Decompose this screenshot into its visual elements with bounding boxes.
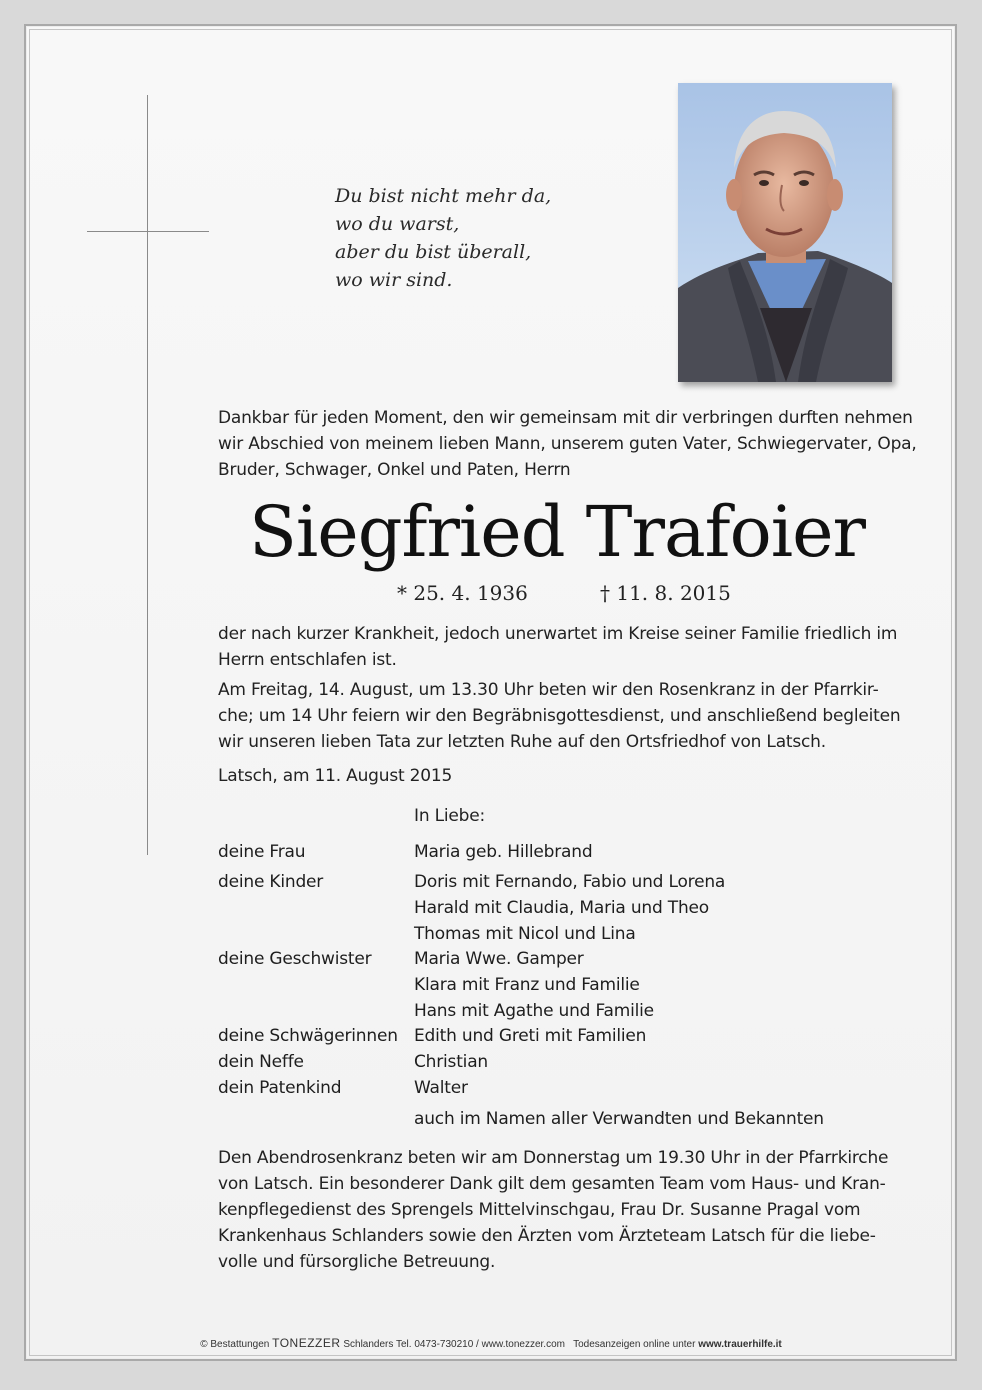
text-line: von Latsch. Ein besonderer Dank gilt dem gesamten Team vom Haus- und Kran- <box>218 1174 886 1194</box>
intro-line: wir Abschied von meinem lieben Mann, unserem guten Vater, Schwiegervater, Opa, <box>218 434 917 454</box>
intro-paragraph <box>218 405 917 483</box>
survivor-row <box>218 839 898 865</box>
names: Hans mit Agathe und Familie <box>414 1001 654 1021</box>
text-line: Herrn entschlafen ist. <box>218 650 397 670</box>
relation: deine Geschwister <box>218 949 372 969</box>
place-date-text: Latsch, am 11. August 2015 <box>218 766 453 786</box>
survivor-row <box>218 998 898 1024</box>
names: Thomas mit Nicol und Lina <box>414 924 636 944</box>
survivor-row <box>218 946 898 972</box>
also-named-row <box>218 1106 898 1132</box>
text-line: der nach kurzer Krankheit, jedoch unerwartet im Kreise seiner Familie friedlich im <box>218 624 898 644</box>
text-line: kenpflegedienst des Sprengels Mittelvinschgau, Frau Dr. Susanne Pragal vom <box>218 1200 861 1220</box>
poem-line: Du bist nicht mehr da, <box>335 185 552 207</box>
place-date <box>218 763 896 789</box>
names: Edith und Greti mit Familien <box>414 1026 647 1046</box>
death-date: † 11. 8. 2015 <box>600 581 731 605</box>
survivor-row <box>218 895 898 921</box>
in-love-heading <box>414 803 814 829</box>
poem-line: wo wir sind. <box>335 269 453 291</box>
names: Klara mit Franz und Familie <box>414 975 640 995</box>
relation: deine Kinder <box>218 872 324 892</box>
intro-line: Bruder, Schwager, Onkel und Paten, Herrn <box>218 460 571 480</box>
names: Christian <box>414 1052 488 1072</box>
closing-paragraph <box>218 1145 896 1275</box>
intro-line: Dankbar für jeden Moment, den wir gemeinsam mit dir verbringen durften nehmen <box>218 408 913 428</box>
text-line: Krankenhaus Schlanders sowie den Ärzten vom Ärzteteam Latsch für die liebe- <box>218 1226 876 1246</box>
names: Maria geb. Hillebrand <box>414 842 593 862</box>
poem <box>335 182 551 294</box>
footer-town: Schlanders <box>343 1339 394 1350</box>
names: Doris mit Fernando, Fabio und Lorena <box>414 872 726 892</box>
funeral-paragraph <box>218 677 901 755</box>
text-line: wir unseren lieben Tata zur letzten Ruhe auf den Ortsfriedhof von Latsch. <box>218 732 826 752</box>
footer-online-link[interactable]: www.trauerhilfe.it <box>698 1339 782 1350</box>
names: Harald mit Claudia, Maria und Theo <box>414 898 709 918</box>
survivor-row <box>218 921 898 947</box>
relation: deine Schwägerinnen <box>218 1026 398 1046</box>
cross-horizontal <box>87 231 209 232</box>
relation: deine Frau <box>218 842 306 862</box>
text-line: volle und fürsorgliche Betreuung. <box>218 1252 496 1272</box>
portrait-photo <box>678 83 892 382</box>
survivor-row <box>218 869 898 895</box>
in-love-text: In Liebe: <box>414 806 486 826</box>
passing-paragraph <box>218 621 896 673</box>
text-line: Am Freitag, 14. August, um 13.30 Uhr beten wir den Rosenkranz in der Pfarrkir- <box>218 680 879 700</box>
poem-line: wo du warst, <box>335 213 460 235</box>
survivor-row <box>218 1075 898 1101</box>
relation: dein Patenkind <box>218 1078 342 1098</box>
birth-date: * 25. 4. 1936 <box>397 581 528 605</box>
relation: dein Neffe <box>218 1052 304 1072</box>
survivor-row <box>218 1049 898 1075</box>
text-line: che; um 14 Uhr feiern wir den Begräbnisgottesdienst, und anschließend begleiten <box>218 706 901 726</box>
poem-line: aber du bist überall, <box>335 241 532 263</box>
names: Maria Wwe. Gamper <box>414 949 584 969</box>
also-named: auch im Namen aller Verwandten und Bekannten <box>414 1109 824 1129</box>
text-line: Den Abendrosenkranz beten wir am Donnerstag um 19.30 Uhr in der Pfarrkirche <box>218 1148 889 1168</box>
footer-brand: TONEZZER <box>272 1336 341 1350</box>
footer <box>0 1336 982 1350</box>
footer-online-text: Todesanzeigen online unter <box>573 1339 696 1350</box>
deceased-name: Siegfried Trafoier <box>248 491 866 573</box>
cross-vertical <box>147 95 148 855</box>
names: Walter <box>414 1078 468 1098</box>
survivor-row <box>218 972 898 998</box>
survivor-row <box>218 1023 898 1049</box>
footer-copyright: © Bestattungen <box>200 1339 270 1350</box>
footer-contact: Tel. 0473-730210 / www.tonezzer.com <box>395 1339 565 1350</box>
